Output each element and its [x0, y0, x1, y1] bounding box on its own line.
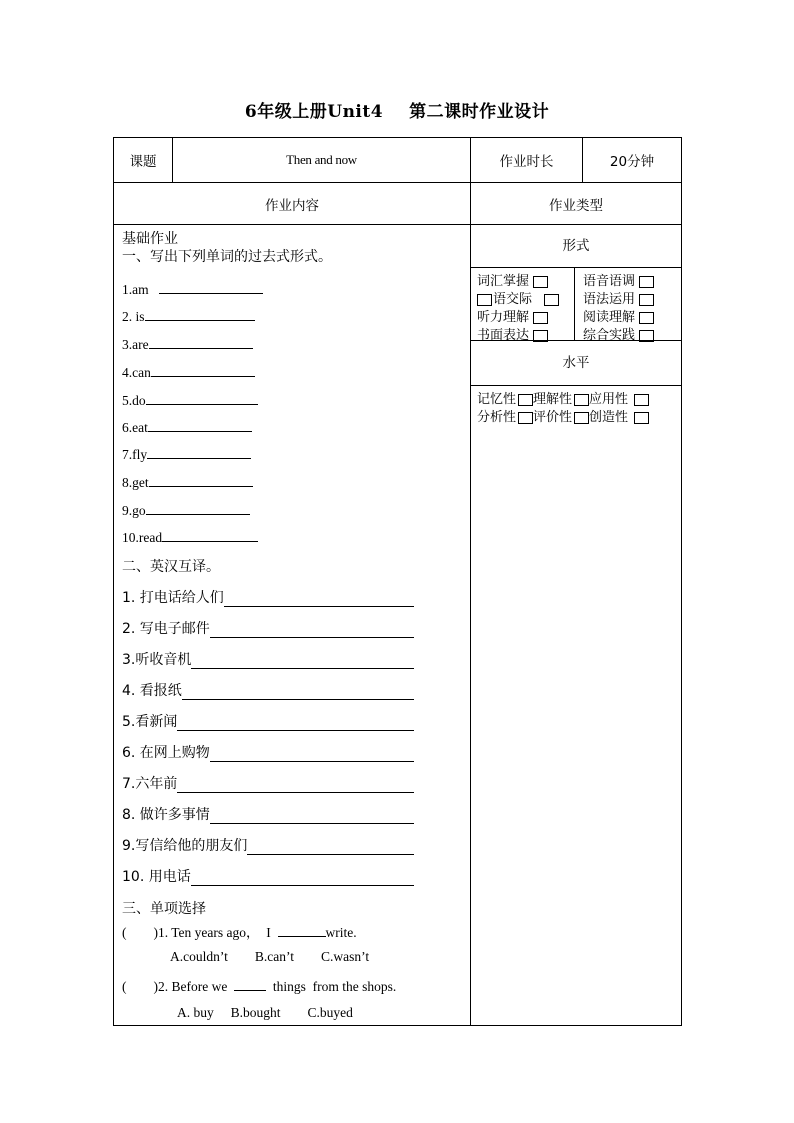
level-row-1[interactable]: 记忆性 理解性 应用性 [477, 388, 649, 407]
form-options [471, 268, 681, 341]
section3-title: 三、单项选择 [122, 901, 206, 917]
checkbox[interactable] [639, 276, 654, 288]
phrase-item: 2. 写电子邮件 [122, 618, 414, 638]
word-item: 10.read [122, 528, 258, 546]
type-label: 作业类型 [471, 183, 682, 225]
checkbox[interactable] [544, 294, 559, 306]
checkbox[interactable] [639, 330, 654, 342]
word-item: 3.are [122, 335, 253, 353]
option-pronunciation[interactable]: 语音语调 [583, 270, 654, 289]
homework-table [113, 137, 682, 1026]
checkbox[interactable] [518, 394, 533, 406]
phrase-item: 10. 用电话 [122, 866, 414, 886]
basic-label: 基础作业 [122, 231, 178, 247]
checkbox[interactable] [477, 294, 492, 306]
word-item: 1.am [122, 280, 263, 298]
question-2-options: A. buy B.bought C.buyed [177, 1005, 353, 1020]
level-label: 水平 [471, 341, 681, 386]
word-item: 5.do [122, 391, 258, 409]
checkbox[interactable] [533, 312, 548, 324]
option-reading[interactable]: 阅读理解 [583, 306, 654, 325]
section1-title: 一、写出下列单词的过去式形式。 [122, 249, 332, 265]
option-communication[interactable]: 语交际 [477, 288, 559, 307]
form-divider [574, 268, 575, 340]
phrase-item: 8. 做许多事情 [122, 804, 414, 824]
title-part1: 6年级上册Unit4 [244, 102, 384, 122]
word-item: 8.get [122, 473, 253, 491]
question-1-options: A.couldn’t B.can’t C.wasn’t [170, 949, 370, 964]
checkbox[interactable] [639, 312, 654, 324]
checkbox[interactable] [533, 276, 548, 288]
question-2: ( )2. Before we things from the shops. [122, 979, 397, 994]
checkbox[interactable] [533, 330, 548, 342]
phrase-item: 1. 打电话给人们 [122, 587, 414, 607]
option-writing[interactable]: 书面表达 [477, 324, 548, 343]
duration-value: 20分钟 [583, 138, 682, 183]
checkbox[interactable] [518, 412, 533, 424]
checkbox[interactable] [574, 412, 589, 424]
topic-label: 课题 [114, 138, 173, 183]
checkbox[interactable] [634, 412, 649, 424]
phrase-item: 6. 在网上购物 [122, 742, 414, 762]
word-item: 4.can [122, 363, 255, 381]
checkbox[interactable] [574, 394, 589, 406]
question-1: ( )1. Ten years ago， I write. [122, 925, 357, 940]
level-row-2[interactable]: 分析性 评价性 创造性 [477, 406, 649, 425]
option-listening[interactable]: 听力理解 [477, 306, 548, 325]
word-item: 7.fly [122, 445, 251, 463]
phrase-item: 9.写信给他的朋友们 [122, 835, 414, 855]
duration-label: 作业时长 [471, 138, 583, 183]
option-vocabulary[interactable]: 词汇掌握 [477, 270, 548, 289]
type-cell [471, 225, 682, 1026]
word-item: 6.eat [122, 418, 252, 436]
content-cell [114, 225, 471, 1026]
phrase-item: 7.六年前 [122, 773, 414, 793]
section2-title: 二、英汉互译。 [122, 559, 220, 575]
page-title [0, 97, 794, 122]
word-item: 9.go [122, 501, 250, 519]
phrase-item: 4. 看报纸 [122, 680, 414, 700]
option-practice[interactable]: 综合实践 [583, 324, 654, 343]
level-options [471, 386, 681, 436]
content-label: 作业内容 [114, 183, 471, 225]
checkbox[interactable] [634, 394, 649, 406]
form-label: 形式 [471, 225, 681, 268]
phrase-item: 5.看新闻 [122, 711, 414, 731]
checkbox[interactable] [639, 294, 654, 306]
phrase-item: 3.听收音机 [122, 649, 414, 669]
option-grammar[interactable]: 语法运用 [583, 288, 654, 307]
topic-value: Then and now [173, 138, 471, 183]
word-item: 2. is [122, 307, 255, 325]
title-part2: 第二课时作业设计 [409, 102, 550, 122]
